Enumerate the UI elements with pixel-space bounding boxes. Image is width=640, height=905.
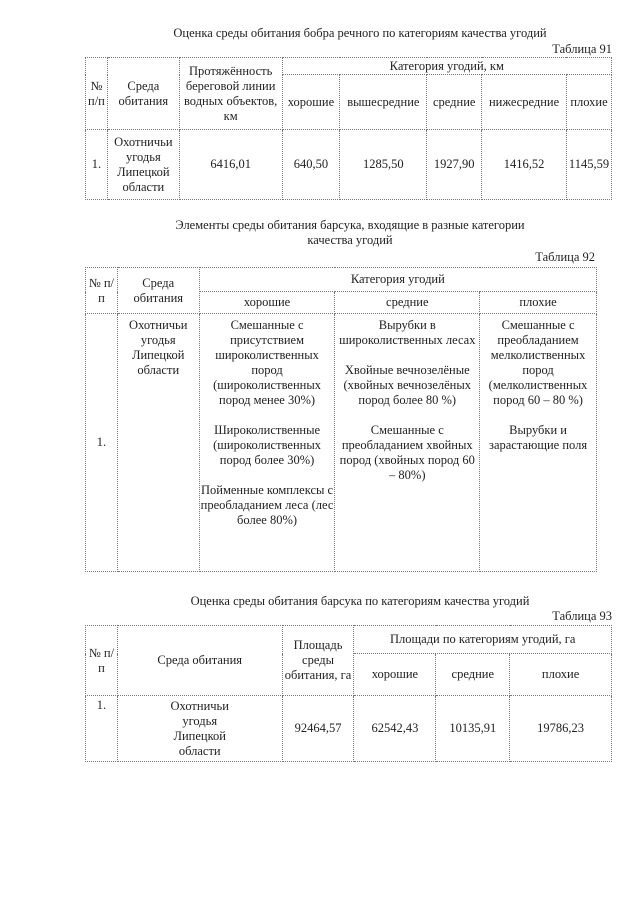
header-num: № п/п: [86, 58, 108, 130]
header-num: № п/п: [86, 626, 118, 696]
table-93: [85, 625, 612, 762]
header-col: средние: [436, 654, 510, 696]
cell-num: 1.: [86, 130, 108, 200]
header-env: Среда обитания: [117, 268, 199, 314]
header-env: Среда обитания: [117, 626, 282, 696]
header-category: Категория угодий, км: [282, 58, 611, 75]
table-row: [86, 130, 612, 200]
cell-value: 1285,50: [340, 130, 427, 200]
cell-area: 92464,57: [282, 696, 354, 762]
header-col: плохие: [566, 75, 611, 130]
cell-env-text: Охотничьи угодья Липецкой области: [170, 698, 229, 758]
cell-env: Охотничьи угодья Липецкой области: [117, 314, 199, 572]
cell-length: 6416,01: [179, 130, 282, 200]
header-col: хорошие: [354, 654, 436, 696]
table-row: [86, 314, 597, 572]
good-item: Широколиственные (широколиственных пород более 30%): [213, 423, 321, 467]
table-92-title-line2: качества угодий: [307, 233, 393, 247]
cell-value: 19786,23: [510, 696, 612, 762]
header-env: Среда обитания: [107, 58, 179, 130]
header-col: вышесредние: [340, 75, 427, 130]
table-92-title: [90, 218, 610, 248]
cell-value: 62542,43: [354, 696, 436, 762]
table-92-title-line1: Элементы среды обитания барсука, входящие в разные категории: [175, 218, 525, 232]
table-91: [85, 57, 612, 200]
table-91-label: Таблица 91: [552, 42, 612, 56]
cell-num: 1.: [86, 314, 118, 572]
cell-num: 1.: [86, 696, 118, 762]
cell-value: 1145,59: [566, 130, 611, 200]
table-93-title: Оценка среды обитания барсука по категориям качества угодий: [190, 594, 530, 608]
cell-value: 640,50: [282, 130, 340, 200]
header-col: средние: [427, 75, 482, 130]
header-num: № п/п: [86, 268, 118, 314]
good-item: Пойменные комплексы с преобладанием леса (лес более 80%): [200, 483, 334, 527]
mid-item: Хвойные вечнозелёные (хвойных вечнозелёных пород более 80 %): [343, 363, 472, 407]
header-col: хорошие: [282, 75, 340, 130]
header-col: хорошие: [199, 292, 335, 314]
header-col: плохие: [480, 292, 597, 314]
header-category: Категория угодий: [199, 268, 596, 292]
mid-item: Смешанные с преобладанием хвойных пород (хвойных пород 60 – 80%): [339, 423, 475, 482]
cell-mid: [335, 314, 480, 572]
header-col: нижесредние: [482, 75, 567, 130]
table-92: [85, 267, 597, 572]
bad-item: Вырубки и зарастающие поля: [489, 423, 588, 452]
cell-value: 1927,90: [427, 130, 482, 200]
cell-good: [199, 314, 335, 572]
header-category: Площади по категориям угодий, га: [354, 626, 612, 654]
cell-env: [117, 696, 282, 762]
cell-value: 10135,91: [436, 696, 510, 762]
header-col: средние: [335, 292, 480, 314]
bad-item: Смешанные с преобладанием мелколиственных пород (мелколиственных пород 60 – 80 %): [488, 318, 588, 407]
cell-bad: [480, 314, 597, 572]
table-row: [86, 696, 612, 762]
header-area: Площадь среды обитания, га: [282, 626, 354, 696]
cell-value: 1416,52: [482, 130, 567, 200]
mid-item: Вырубки в широколиственных лесах: [339, 318, 476, 347]
header-length: Протяжённость береговой линии водных объектов, км: [179, 58, 282, 130]
header-col: плохие: [510, 654, 612, 696]
good-item: Смешанные с присутствием широколиственных пород (широколиственных пород менее 30%): [213, 318, 321, 407]
cell-env: Охотничьи угодья Липецкой области: [107, 130, 179, 200]
table-91-title: Оценка среды обитания бобра речного по категориям качества угодий: [173, 26, 547, 40]
table-92-label: Таблица 92: [535, 250, 595, 264]
table-93-label: Таблица 93: [552, 609, 612, 623]
